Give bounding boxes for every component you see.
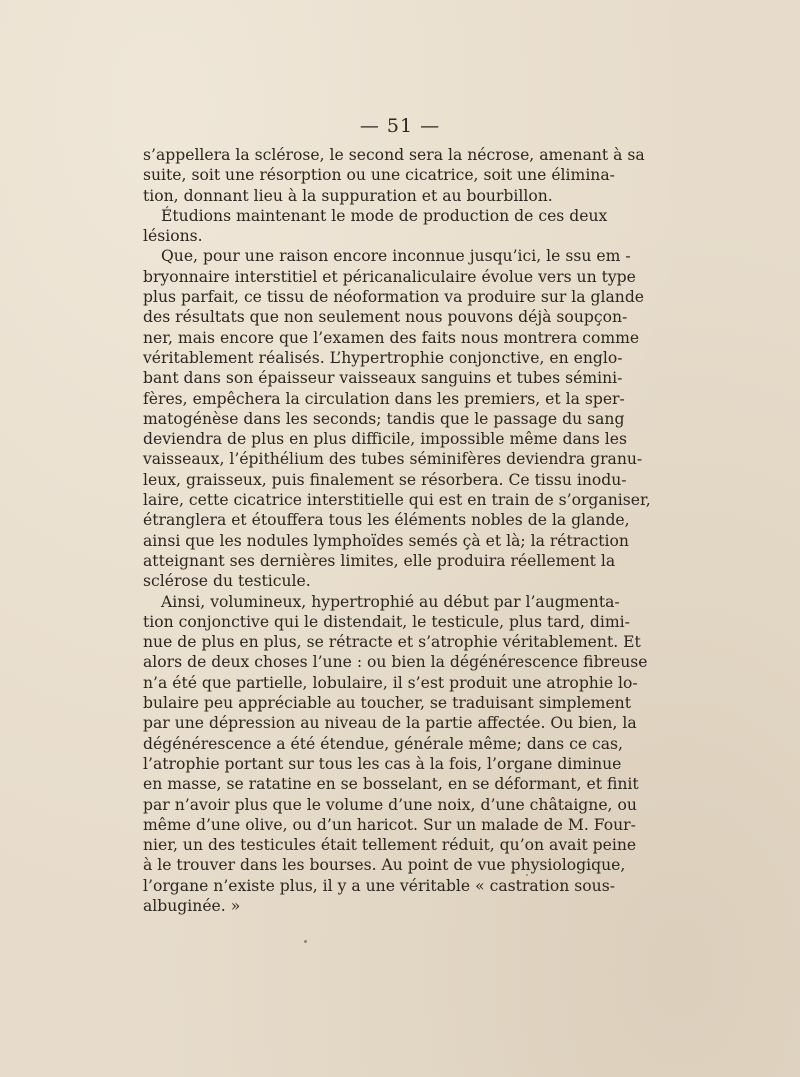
- text-line: deviendra de plus en plus difficile, impossible même dans les: [143, 430, 627, 449]
- text-line: Que, pour une raison encore inconnue jusqu’ici, le ssu em -: [161, 247, 631, 266]
- text-line: Ainsi, volumineux, hypertrophié au début par l’augmenta-: [161, 592, 620, 611]
- text-line: alors de deux choses l’une : ou bien la dégénérescence fibreuse: [143, 653, 648, 672]
- text-line: sclérose du testicule.: [143, 572, 311, 591]
- text-line: lésions.: [143, 227, 203, 246]
- paragraph: [143, 206, 608, 247]
- paragraph: [143, 246, 651, 591]
- text-line: par n’avoir plus que le volume d’une noix, d’une châtaigne, ou: [143, 795, 637, 814]
- text-line: laire, cette cicatrice interstitielle qui est en train de s’organiser,: [143, 491, 651, 510]
- text-line: atteignant ses dernières limites, elle produira réellement la: [143, 551, 616, 570]
- paragraph: [143, 145, 645, 206]
- text-line: étranglera et étouffera tous les éléments nobles de la glande,: [143, 511, 630, 530]
- text-line: fères, empêchera la circulation dans les premiers, et la sper-: [143, 389, 625, 408]
- text-line: s’appellera la sclérose, le second sera la nécrose, amenant à sa: [143, 146, 645, 164]
- text-line: plus parfait, ce tissu de néoformation va produire sur la glande: [143, 288, 645, 307]
- text-line: des résultats que non seulement nous pouvons déjà soupçon-: [143, 308, 628, 327]
- text-line: nue de plus en plus, se rétracte et s’atrophie véritablement. Et: [143, 633, 641, 652]
- text-line: bant dans son épaisseur vaisseaux sanguins et tubes sémini-: [143, 369, 623, 388]
- text-line: bulaire peu appréciable au toucher, se traduisant simplement: [143, 694, 631, 713]
- body-text: [143, 145, 651, 916]
- text-line: tion, donnant lieu à la suppuration et au bourbillon.: [143, 186, 553, 205]
- text-line: à le trouver dans les bourses. Au point de vue physiologique,: [143, 856, 626, 875]
- text-line: suite, soit une résorption ou une cicatrice, soit une élimina-: [143, 166, 615, 185]
- text-line: nier, un des testicules était tellement réduit, qu’on avait peine: [143, 836, 637, 855]
- text-line: ner, mais encore que l’examen des faits nous montrera comme: [143, 328, 640, 347]
- text-line: n’a été que partielle, lobulaire, il s’est produit une atrophie lo-: [143, 673, 638, 692]
- text-line: vaisseaux, l’épithélium des tubes séminifères deviendra granu-: [143, 450, 643, 469]
- text-line: bryonnaire interstitiel et péricanaliculaire évolue vers un type: [143, 267, 636, 286]
- text-line: même d’une olive, ou d’un haricot. Sur un malade de M. Four-: [143, 815, 636, 834]
- text-line: matogénèse dans les seconds; tandis que le passage du sang: [143, 409, 625, 428]
- page-number: — 51 —: [359, 115, 441, 137]
- paper-speck: [304, 940, 307, 943]
- text-line: en masse, se ratatine en se bosselant, en se déformant, et finit: [143, 775, 639, 794]
- text-line: Étudions maintenant le mode de production de ces deux: [161, 206, 608, 225]
- text-line: véritablement réalisés. L’hypertrophie conjonctive, en englo-: [143, 348, 623, 367]
- text-line: ainsi que les nodules lymphoïdes semés çà et là; la rétraction: [143, 531, 629, 550]
- text-line: l’organe n’existe plus, il y a une véritable « castration sous-: [143, 876, 616, 895]
- paper-speck: [526, 874, 528, 876]
- text-line: par une dépression au niveau de la partie affectée. Ou bien, la: [143, 714, 637, 733]
- text-line: dégénérescence a été étendue, générale même; dans ce cas,: [143, 734, 624, 753]
- paragraph: [143, 592, 648, 917]
- text-line: albuginée. »: [143, 896, 241, 915]
- text-line: l’atrophie portant sur tous les cas à la fois, l’organe diminue: [143, 754, 622, 773]
- text-line: tion conjonctive qui le distendait, le testicule, plus tard, dimi-: [143, 612, 630, 631]
- text-line: leux, graisseux, puis finalement se résorbera. Ce tissu inodu-: [143, 470, 627, 489]
